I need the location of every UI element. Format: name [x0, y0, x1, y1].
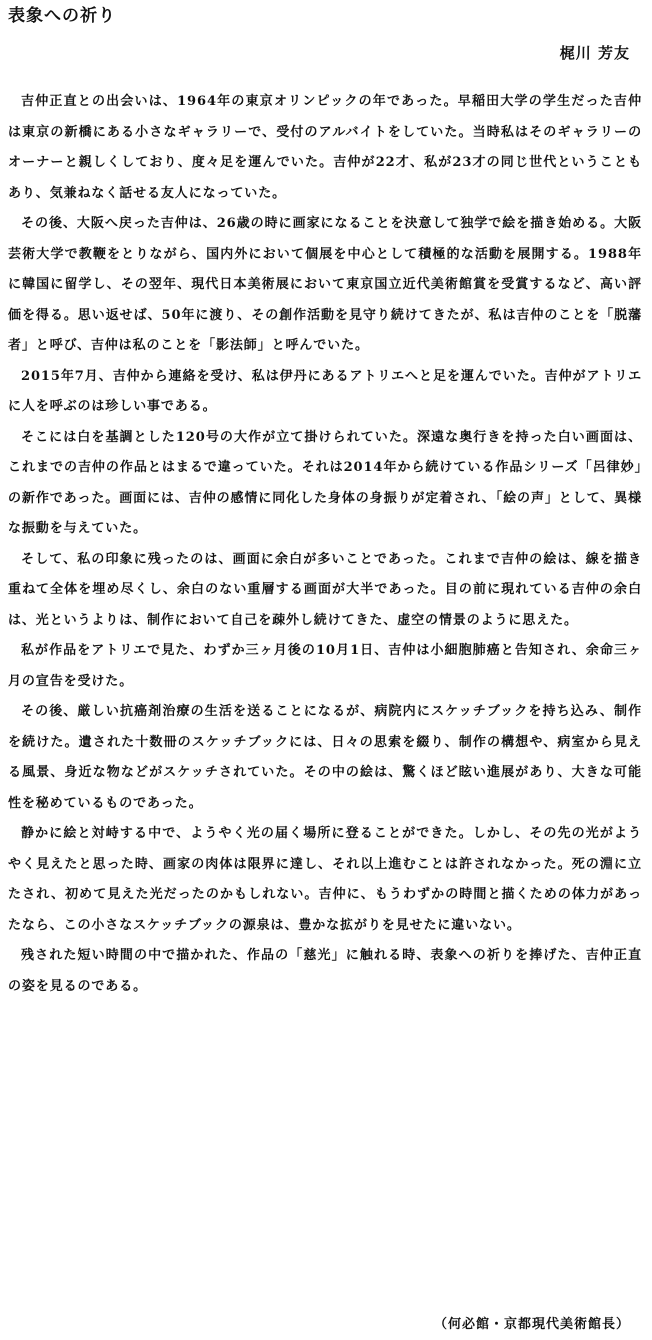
paragraph-8: 静かに絵と対峙する中で、ようやく光の届く場所に登ることができた。しかし、その先の光がようやく見えたと思った時、画家の肉体は限界に達し、それ以上進むことは許されなかった。死の淵に立たされ、初めて見えた光だったのかもしれない。吉仲に、もうわずかの時間と描くための体力があったなら、この小さなスケッチブックの源泉は、豊かな拡がりを見せたに違いない。 — [8, 826, 642, 933]
essay-body — [8, 87, 642, 1002]
author-name: 梶川 芳友 — [559, 44, 630, 62]
paragraph-2: その後、大阪へ戻った吉仲は、26歳の時に画家になることを決意して独学で絵を描き始める。大阪芸術大学で教鞭をとりながら、国内外において個展を中心として積極的な活動を展開する。1988年に韓国に留学し、その翌年、現代日本美術展において東京国立近代美術館賞を受賞するなど、高い評価を得る。思い返せば、50年に渡り、その創作活動を見守り続けてきたが、私は吉仲のことを「脱藩者」と呼び、吉仲は私のことを「影法師」と呼んでいた。 — [8, 216, 642, 353]
paragraph-7: その後、厳しい抗癌剤治療の生活を送ることになるが、病院内にスケッチブックを持ち込み、制作を続けた。遺された十数冊のスケッチブックには、日々の思索を綴り、制作の構想や、病室から見える風景、身近な物などがスケッチされていた。その中の絵は、驚くほど眩い進展があり、大きな可能性を秘めているものであった。 — [8, 704, 642, 811]
paragraph-9: 残された短い時間の中で描かれた、作品の「慈光」に触れる時、表象への祈りを捧げた、吉仲正直の姿を見るのである。 — [8, 948, 642, 994]
paragraph-6: 私が作品をアトリエで見た、わずか三ヶ月後の10月1日、吉仲は小細胞肺癌と告知され、余命三ヶ月の宣告を受けた。 — [8, 643, 642, 689]
paragraph-3: 2015年7月、吉仲から連絡を受け、私は伊丹にあるアトリエへと足を運んでいた。吉仲がアトリエに人を呼ぶのは珍しい事である。 — [8, 368, 642, 414]
paragraph-5: そして、私の印象に残ったのは、画面に余白が多いことであった。これまで吉仲の絵は、線を描き重ねて全体を埋め尽くし、余白のない重層する画面が大半であった。目の前に現れている吉仲の余白は、光というよりは、制作において自己を疎外し続けてきた、虚空の情景のように思えた。 — [8, 551, 642, 628]
essay-title: 表象への祈り — [8, 6, 116, 26]
paragraph-1: 吉仲正直との出会いは、1964年の東京オリンピックの年であった。早稲田大学の学生だった吉仲は東京の新橋にある小さなギャラリーで、受付のアルバイトをしていた。当時私はそのギャラリーのオーナーと親しくしており、度々足を運んでいた。吉仲が22才、私が23才の同じ世代ということもあり、気兼ねなく話せる友人になっていた。 — [8, 94, 642, 201]
author-affiliation: （何必館・京都現代美術館長） — [433, 1317, 630, 1332]
paragraph-4: そこには白を基調とした120号の大作が立て掛けられていた。深遠な奥行きを持った白い画面は、これまでの吉仲の作品とはまるで違っていた。それは2014年から続けている作品シリーズ「呂律妙」の新作であった。画面には、吉仲の感情に同化した身体の身振りが定着され、「絵の声」として、異様な振動を与えていた。 — [8, 429, 642, 536]
